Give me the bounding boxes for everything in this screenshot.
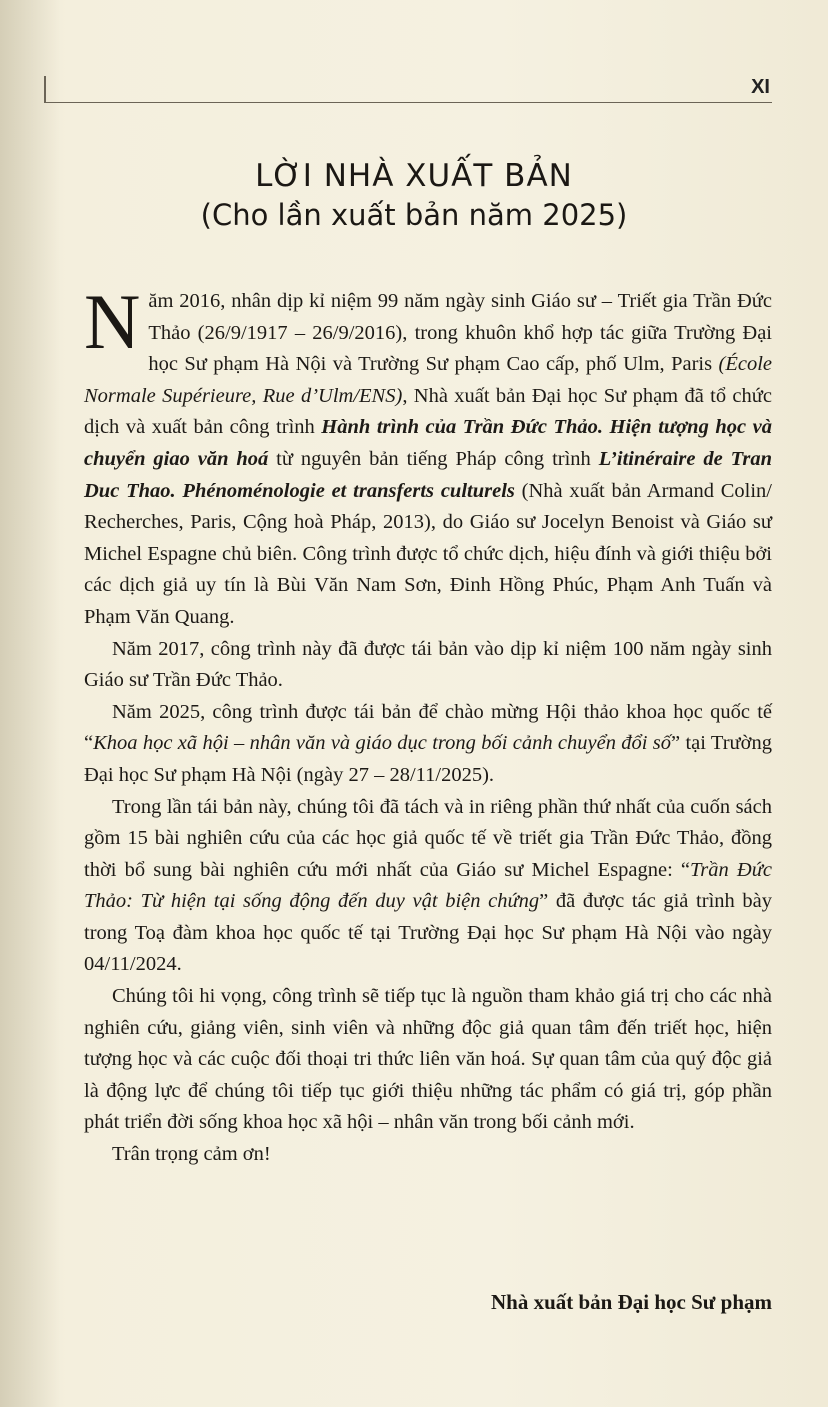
paragraph-2: Năm 2017, công trình này đã được tái bản vào dịp kỉ niệm 100 năm ngày sinh Giáo sư Trần Đức Thảo. <box>84 637 772 692</box>
body-text <box>84 278 773 1171</box>
article-title: Trần Đức Thảo: Từ hiện tại sống động đến duy vật biện chứng <box>84 858 772 913</box>
paragraph-4: Trong lần tái bản này, chúng tôi đã tách và in riêng phần thứ nhất của cuốn sách gồm 15 bài nghiên cứu của các học giả quốc tế về triết gia Trần Đức Thảo, đồng thời bổ sung bài nghiên cứu mới nhất của Giáo sư Michel Espagne: “Trần Đức Thảo: Từ hiện tại sống động đến duy vật biện chứng” đã được tác giả trình bày trong Toạ đàm khoa học quốc tế tại Trường Đại học Sư phạm Hà Nội vào ngày 04/11/2024. <box>84 795 772 976</box>
italic-text: (École Normale Supérieure, Rue d’Ulm/ENS) <box>84 353 772 407</box>
paragraph-1: Năm 2016, nhân dịp kỉ niệm 99 năm ngày sinh Giáo sư – Triết gia Trần Đức Thảo (26/9/1917 – 26/9/2016), trong khuôn khổ hợp tác giữa Trường Đại học Sư phạm Hà Nội và Trường Sư phạm Cao cấp, phố Ulm, Paris (École Normale Supérieure, Rue d’Ulm/ENS), Nhà xuất bản Đại học Sư phạm đã tổ chức dịch và xuất bản công trình Hành trình của Trần Đức Thảo. Hiện tượng học và chuyển giao văn hoá từ nguyên bản tiếng Pháp công trình L’itinéraire de Tran Duc Thao. Phénoménologie et transferts culturels (Nhà xuất bản Armand Colin/ Recherches, Paris, Cộng hoà Pháp, 2013), do Giáo sư Jocelyn Benoist và Giáo sư Michel Espagne chủ biên. Công trình được tổ chức dịch, hiệu đính và giới thiệu bởi các dịch giả uy tín là Bùi Văn Nam Sơn, Đinh Hồng Phúc, Phạm Anh Tuấn và Phạm Văn Quang. <box>84 278 773 628</box>
paragraph-3: Năm 2025, công trình được tái bản để chào mừng Hội thảo khoa học quốc tế “Khoa học xã hội – nhân văn và giáo dục trong bối cảnh chuyển đổi số” tại Trường Đại học Sư phạm Hà Nội (ngày 27 – 28/11/2025). <box>84 700 772 786</box>
publisher-signature: Nhà xuất bản Đại học Sư phạm <box>490 1290 772 1314</box>
page-subtitle: (Cho lần xuất bản năm 2025) <box>200 198 628 232</box>
paragraph-5: Chúng tôi hi vọng, công trình sẽ tiếp tục là nguồn tham khảo giá trị cho các nhà nghiên cứu, giảng viên, sinh viên và những độc giả quan tâm đến triết học, hiện tượng học và các cuộc đối thoại tri thức liên văn hoá. Sự quan tâm của quý độc giả là động lực để chúng tôi tiếp tục giới thiệu những tác phẩm có giá trị, góp phần phát triển đời sống khoa học xã hội – nhân văn trong bối cảnh mới. <box>84 985 772 1134</box>
book-title-vi: Hành trình của Trần Đức Thảo. Hiện tượng học và chuyển giao văn hoá <box>84 416 772 470</box>
page-title: LỜI NHÀ XUẤT BẢN <box>255 158 573 194</box>
header-corner-rule <box>44 76 46 102</box>
header-rule <box>44 102 772 103</box>
paragraph-6: Trân trọng cảm ơn! <box>112 1143 271 1166</box>
conference-title: Khoa học xã hội – nhân văn và giáo dục trong bối cảnh chuyển đổi số <box>93 732 672 755</box>
drop-cap: N <box>84 278 141 365</box>
page-number: XI <box>751 76 770 98</box>
book-title-fr: L’itinéraire de Tran Duc Thao. Phénoménologie et transferts culturels <box>84 447 773 502</box>
